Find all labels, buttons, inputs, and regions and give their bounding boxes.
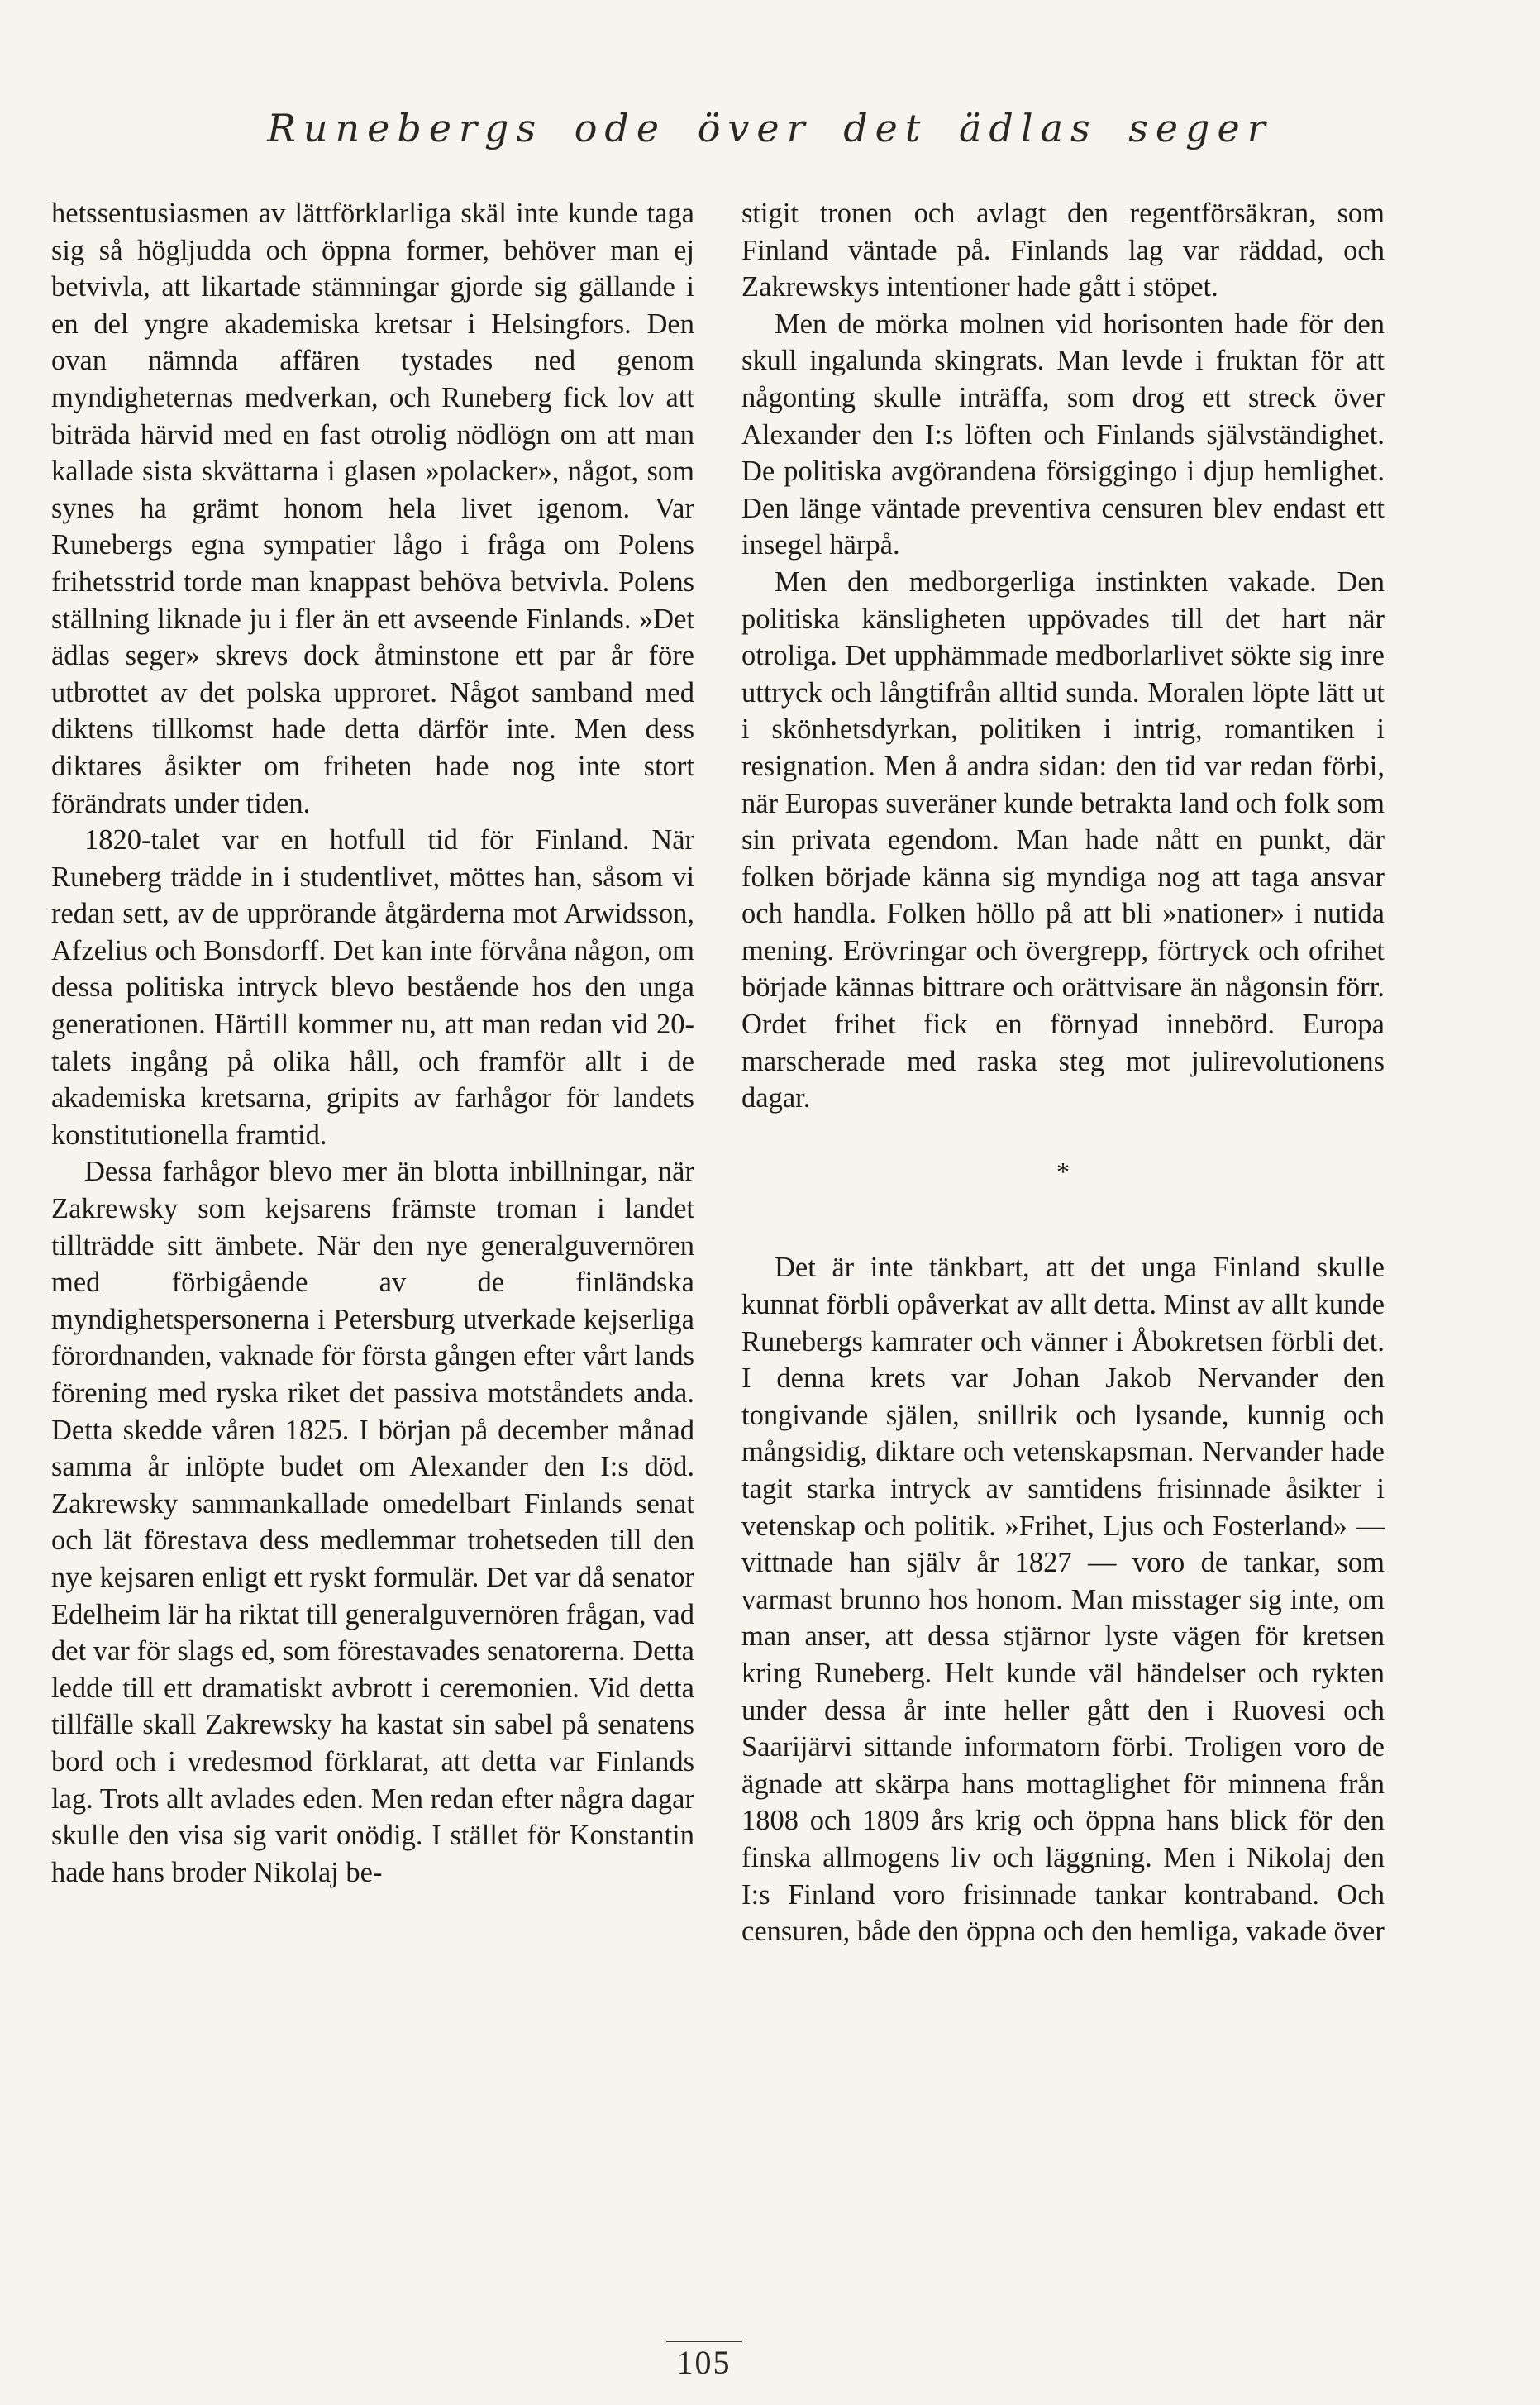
paragraph: Men den medborgerliga instinkten vakade. Den politiska känsligheten uppövades till det hart när otroliga. Det upphämmade medborlarlivet sökte sig inre uttryck och långtifrån alltid sunda. Moralen löpte lätt ut i skönhetsdyrkan, politiken i intrig, romantiken i resignation. Men å andra sidan: den tid var redan förbi, när Europas suveräner kunde betrakta land och folk som sin privata egendom. Man hade nått en punkt, där folken började känna sig myndiga nog att taga ansvar och handla. Folken höllo på att bli »nationer» i nutida mening. Erövringar och övergrepp, förtryck och ofrihet började kännas bittrare och orättvisare än någonsin förr. Ordet frihet fick en förnyad innebörd. Europa marscherade med raska steg mot julirevolutionens dagar. — [741, 565, 1385, 1114]
paragraph: Det är inte tänkbart, att det unga Finland skulle kunnat förbli opåverkat av allt detta. Minst av allt kunde Runebergs kamrater och vänner i Åbokretsen förbli det. I denna krets var Johan Jakob Nervander den tongivande själen, snillrik och lysande, kunnig och mångsidig, diktare och vetenskapsman. Nervander hade tagit starka intryck av samtidens frisinnade åsikter i vetenskap och politik. »Frihet, Ljus och Fosterland» — vittnade han själv år 1827 — voro de tankar, som varmast brunno hos honom. Man misstager sig inte, om man anser, att dessa stjärnor lyste vägen för kretsen kring Runeberg. Helt kunde väl händelser och rykten under dessa år inte heller gått den i Ruovesi och Saarijärvi sittande informatorn förbi. Troligen voro de ägnade att skärpa hans mottaglighet för minnena från 1808 och 1809 års krig och öppna hans blick för den finska allmogens liv och läggning. Men i Nikolaj den I:s Finland voro frisinnade tankar kontraband. Och censuren, både den öppna och den hemliga, vakade över — [741, 1252, 1385, 1948]
page-number: 105 — [676, 2344, 732, 2381]
paragraph: stigit tronen och avlagt den regentförsäkran, som Finland väntade på. Finlands lag var räddad, och Zakrewskys intentioner hade gått i stöpet. — [741, 198, 1385, 303]
right-column — [741, 195, 1385, 1950]
paragraph: hetssentusiasmen av lättförklarliga skäl inte kunde taga sig så högljudda och öppna former, behöver man ej betvivla, att likartade stämningar gjorde sig gällande i en del yngre akademiska kretsar i Helsingfors. Den ovan nämnda affären tystades ned genom myndigheternas medverkan, och Runeberg fick lov att biträda härvid med en fast otrolig nödlögn om att man kallade sista skvättarna i glasen »polacker», något, som synes ha grämt honom hela livet igenom. Var Runebergs egna sympatier lågo i fråga om Polens frihetsstrid torde man knappast behöva betvivla. Polens ställning liknade ju i fler än ett avseende Finlands. »Det ädlas seger» skrevs dock åtminstone ett par år före utbrottet av det polska upproret. Något samband med diktens tillkomst hade detta därför inte. Men dess diktares åsikter om friheten hade nog inte stort förändrats under tiden. — [51, 198, 694, 819]
paragraph: Men de mörka molnen vid horisonten hade för den skull ingalunda skingrats. Man levde i fruktan för att någonting skulle inträffa, som drog ett streck över Alexander den I:s löften och Finlands självständighet. De politiska avgörandena försiggingo i djup hemlighet. Den länge väntade preventiva censuren blev endast ett insegel härpå. — [741, 308, 1385, 561]
running-head: Runebergs ode över det ädlas seger — [267, 106, 1273, 150]
page-number-rule — [666, 2341, 742, 2342]
paragraph: 1820-talet var en hotfull tid för Finland. När Runeberg trädde in i studentlivet, möttes han, såsom vi redan sett, av de upprörande åtgärderna mot Arwidsson, Afzelius och Bonsdorff. Det kan inte förvåna någon, om dessa politiska intryck blevo bestående hos den unga generationen. Härtill kommer nu, att man redan vid 20-talets ingång på olika håll, och framför allt i de akademiska kretsarna, gripits av farhågor för landets konstitutionella framtid. — [51, 824, 694, 1151]
section-gap — [741, 1190, 1385, 1249]
paragraph: Dessa farhågor blevo mer än blotta inbillningar, när Zakrewsky som kejsarens främste troman i landet tillträdde sitt ämbete. När den nye generalguvernören med förbigående av de finländska myndighetspersonerna i Petersburg utverkade kejserliga förordnanden, vaknade för första gången efter vårt lands förening med ryska riket det passiva motståndets anda. Detta skedde våren 1825. I början på december månad samma år inlöpte budet om Alexander den I:s död. Zakrewsky sammankallade omedelbart Finlands senat och lät förestava dess medlemmar trohetseden till den nye kejsaren enligt ett ryskt formulär. Det var då senator Edelheim lär ha riktat till generalguvernören frågan, vad det var för slags ed, som förestavades senatorerna. Detta ledde till ett dramatiskt avbrott i ceremonien. Vid detta tillfälle skall Zakrewsky ha kastat sin sabel på senatens bord och i vredesmod förklarat, att detta var Finlands lag. Trots allt avlades eden. Men redan efter några dagar skulle den visa sig varit onödig. I stället för Konstantin hade hans broder Nikolaj be- — [51, 1156, 694, 1888]
left-column — [51, 195, 694, 1891]
section-separator: * — [1056, 1156, 1070, 1186]
